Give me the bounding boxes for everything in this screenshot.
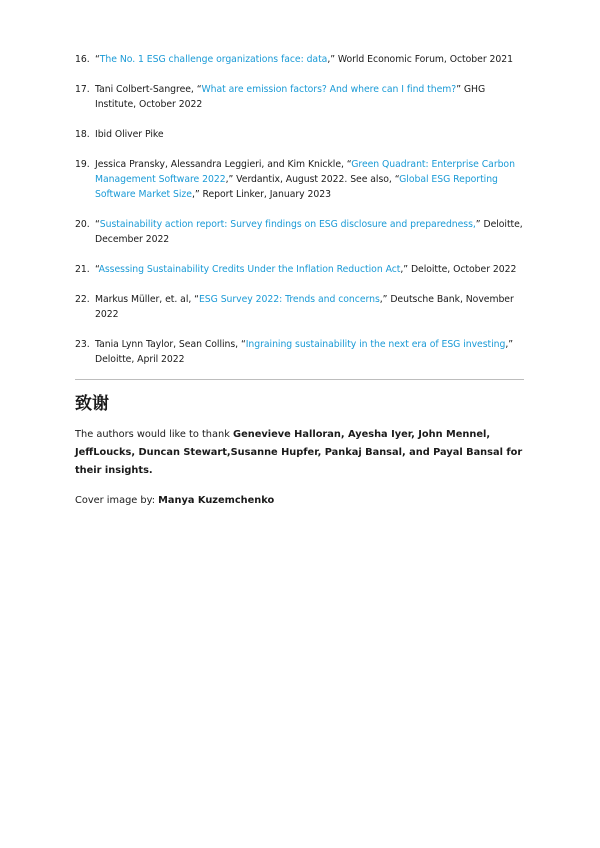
endnote-17 bbox=[75, 82, 524, 112]
endnote-16 bbox=[75, 52, 524, 67]
endnote-18 bbox=[75, 127, 524, 142]
endnote-link[interactable]: Green Quadrant: Enterprise Carbon Management Software 2022 bbox=[95, 159, 515, 185]
endnote-text: Tania Lynn Taylor, Sean Collins, “ bbox=[95, 339, 246, 350]
endnote-link[interactable]: ESG Survey 2022: Trends and concerns bbox=[198, 294, 380, 305]
endnote-link[interactable]: Assessing Sustainability Credits Under the Inflation Reduction Act bbox=[98, 264, 401, 275]
endnote-link[interactable]: What are emission factors? And where can I find them? bbox=[201, 84, 457, 95]
endnote-text: ” GHG Institute, October 2022 bbox=[95, 84, 486, 110]
endnote-22 bbox=[75, 292, 524, 322]
thanks-intro: The authors would like to thank bbox=[75, 429, 234, 440]
endnote-link[interactable]: Ingraining sustainability in the next era of ESG investing bbox=[245, 339, 506, 350]
endnote-19 bbox=[75, 157, 524, 202]
endnote-text: ,” Verdantix, August 2022. See also, “ bbox=[225, 174, 400, 185]
endnote-link-secondary[interactable]: Global ESG Reporting Software Market Size bbox=[95, 174, 498, 200]
endnote-text: “ bbox=[95, 219, 100, 230]
endnote-text: Markus Müller, et. al, “ bbox=[95, 294, 199, 305]
endnote-text: Jessica Pransky, Alessandra Leggieri, and Kim Knickle, “ bbox=[95, 159, 352, 170]
endnote-number: 16. bbox=[75, 54, 90, 65]
page-content bbox=[75, 52, 524, 515]
endnotes-list bbox=[75, 52, 524, 367]
endnote-number: 23. bbox=[75, 339, 90, 350]
endnote-text: “ bbox=[95, 264, 99, 275]
endnote-text: ,” Report Linker, January 2023 bbox=[191, 189, 331, 200]
endnote-text: “ bbox=[95, 54, 100, 65]
acknowledgments-thanks bbox=[75, 426, 524, 480]
endnote-number: 19. bbox=[75, 159, 90, 170]
endnote-text: ,” World Economic Forum, October 2021 bbox=[327, 54, 513, 65]
endnote-text: ,” Deloitte, April 2022 bbox=[95, 339, 514, 365]
endnote-text: ,” Deutsche Bank, November 2022 bbox=[95, 294, 514, 320]
endnote-number: 18. bbox=[75, 129, 90, 140]
cover-credit-name: Manya Kuzemchenko bbox=[158, 495, 275, 506]
acknowledgments-title: 致谢 bbox=[75, 394, 109, 414]
endnote-number: 17. bbox=[75, 84, 90, 95]
endnote-text: ,” Deloitte, October 2022 bbox=[400, 264, 517, 275]
endnote-text: Tani Colbert-Sangree, “ bbox=[95, 84, 202, 95]
thanks-names: Genevieve Halloran, Ayesha Iyer, John Mennel, JeffLoucks, Duncan Stewart,Susanne Hupfer, Pankaj Bansal, and Payal Bansal for their insights. bbox=[75, 429, 523, 476]
cover-credit bbox=[75, 492, 524, 510]
endnote-20 bbox=[75, 217, 524, 247]
endnote-link[interactable]: Sustainability action report: Survey findings on ESG disclosure and preparedness, bbox=[99, 219, 476, 230]
section-divider bbox=[75, 379, 524, 380]
endnote-number: 20. bbox=[75, 219, 90, 230]
cover-credit-intro: Cover image by: bbox=[75, 495, 159, 506]
endnote-number: 22. bbox=[75, 294, 90, 305]
endnote-text: Ibid Oliver Pike bbox=[95, 129, 164, 140]
endnote-21 bbox=[75, 262, 524, 277]
endnote-link[interactable]: The No. 1 ESG challenge organizations face: data bbox=[99, 54, 328, 65]
endnote-number: 21. bbox=[75, 264, 90, 275]
endnote-23 bbox=[75, 337, 524, 367]
endnote-text: ” Deloitte, December 2022 bbox=[95, 219, 523, 245]
